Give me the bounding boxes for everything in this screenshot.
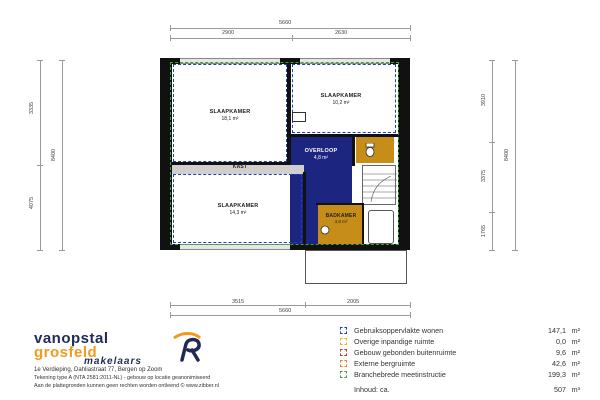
room-area-slaapkamer-2: 10,2 m² — [332, 100, 350, 106]
room-label-slaapkamer-3: SLAAPKAMER — [217, 203, 259, 209]
legend-unit: m² — [571, 359, 580, 368]
room-label-badkamer: BADKAMER — [325, 213, 357, 219]
balcony — [305, 250, 407, 284]
room-label-slaapkamer-1: SLAAPKAMER — [209, 109, 251, 115]
dim-tick — [410, 25, 411, 31]
legend-value: 9,6 — [556, 348, 566, 357]
dim-left-total: 8400 — [51, 148, 58, 162]
legend-row — [340, 337, 580, 347]
room-label-overloop: OVERLOOP — [304, 148, 338, 154]
dim-left-lower: 4075 — [29, 196, 36, 210]
dim-tick — [410, 35, 411, 41]
dim-tick — [305, 302, 306, 308]
inhoud-row — [340, 385, 580, 395]
legend-label: Gebruiksoppervlakte wonen — [354, 326, 444, 335]
dim-tick — [37, 165, 43, 166]
dim-tick — [59, 60, 65, 61]
dim-right-total: 8400 — [504, 148, 511, 162]
legend-value: 147,1 — [548, 326, 566, 335]
dim-tick — [170, 302, 171, 308]
dim-top-right: 2630 — [335, 30, 348, 36]
dim-line-left-total — [62, 60, 63, 250]
dim-tick — [170, 35, 171, 41]
dim-line-top-split — [170, 38, 410, 39]
legend-row — [340, 326, 580, 336]
dim-tick — [170, 25, 171, 31]
wall-right — [398, 58, 410, 250]
dim-tick — [37, 60, 43, 61]
info-floor: 1e Verdieping, Dahliastraat 77, Bergen op Zoom — [34, 367, 163, 373]
dim-tick — [37, 250, 43, 251]
room-area-slaapkamer-1: 18,1 m² — [221, 116, 239, 122]
dim-right-lower: 1765 — [481, 224, 488, 238]
brand-line-1: vanopstal — [34, 330, 109, 347]
dim-line-bottom-split — [170, 305, 410, 306]
legend-label: Externe bergruimte — [354, 359, 416, 368]
dim-tick — [489, 60, 495, 61]
legend-value: 199,3 — [548, 370, 566, 379]
legend-unit: m² — [571, 326, 580, 335]
legend-label: Branchebrede meetinstructie — [354, 370, 446, 379]
legend-dashed-square-icon — [340, 327, 347, 334]
legend-value: 0,0 — [556, 337, 566, 346]
inhoud-unit: m³ — [571, 385, 580, 394]
room-area-overloop: 4,8 m² — [313, 155, 329, 161]
inhoud-value: 507 — [554, 385, 566, 394]
dim-tick — [410, 312, 411, 318]
dim-tick — [512, 250, 518, 251]
inhoud-label: Inhoud: ca. — [354, 385, 390, 394]
toilet-icon — [364, 143, 376, 157]
dim-line-bottom-total — [170, 315, 410, 316]
dim-right-middle: 3375 — [481, 169, 488, 183]
dim-top-left: 2900 — [222, 30, 235, 36]
dim-tick — [489, 212, 495, 213]
dim-tick — [489, 142, 495, 143]
brand-logo-icon — [168, 330, 210, 364]
dim-bottom-right: 2005 — [347, 299, 360, 305]
room-label-slaapkamer-2: SLAAPKAMER — [320, 93, 362, 99]
dim-line-right-total — [515, 60, 516, 250]
legend-label: Gebouw gebonden buitenruimte — [354, 348, 457, 357]
dim-bottom-left: 3515 — [232, 299, 245, 305]
room-area-badkamer: 3,8 m² — [334, 219, 348, 224]
dim-right-upper: 3910 — [481, 93, 488, 107]
info-disclaimer: Aan de plattegronden kunnen geen rechten worden ontleend © www.zibber.nl — [34, 383, 219, 389]
legend-unit: m² — [571, 337, 580, 346]
dim-top-total: 5660 — [279, 20, 292, 26]
dim-left-upper: 3335 — [29, 101, 36, 115]
dim-tick — [170, 312, 171, 318]
legend-dashed-square-icon — [340, 338, 347, 345]
room-area-slaapkamer-3: 14,3 m² — [229, 210, 247, 216]
legend-dashed-square-icon — [340, 371, 347, 378]
brand-line-3: makelaars — [84, 356, 142, 367]
legend-dashed-square-icon — [340, 349, 347, 356]
legend-row — [340, 348, 580, 358]
dim-line-top-total — [170, 28, 410, 29]
dim-line-left-split — [40, 60, 41, 250]
legend-row — [340, 359, 580, 369]
dim-line-right-split — [492, 60, 493, 250]
legend-unit: m² — [571, 370, 580, 379]
legend-label: Overige inpandige ruimte — [354, 337, 435, 346]
brand-line-2: grosfeld — [34, 344, 98, 361]
legend-dashed-square-icon — [340, 360, 347, 367]
legend-unit: m² — [571, 348, 580, 357]
legend-row — [340, 370, 580, 380]
dim-tick — [489, 250, 495, 251]
dim-tick — [512, 60, 518, 61]
dim-tick — [410, 302, 411, 308]
dim-bottom-total: 5660 — [279, 308, 292, 314]
dim-tick — [59, 250, 65, 251]
sink-icon — [320, 225, 330, 235]
legend-value: 42,6 — [552, 359, 566, 368]
closet-box — [292, 112, 306, 122]
room-label-kast: KAST — [232, 164, 248, 170]
info-drawing: Tekening type A (NTA 2581:2011-NL) - gebouw op locatie geanonimiseerd — [34, 375, 211, 381]
dim-tick — [292, 35, 293, 41]
